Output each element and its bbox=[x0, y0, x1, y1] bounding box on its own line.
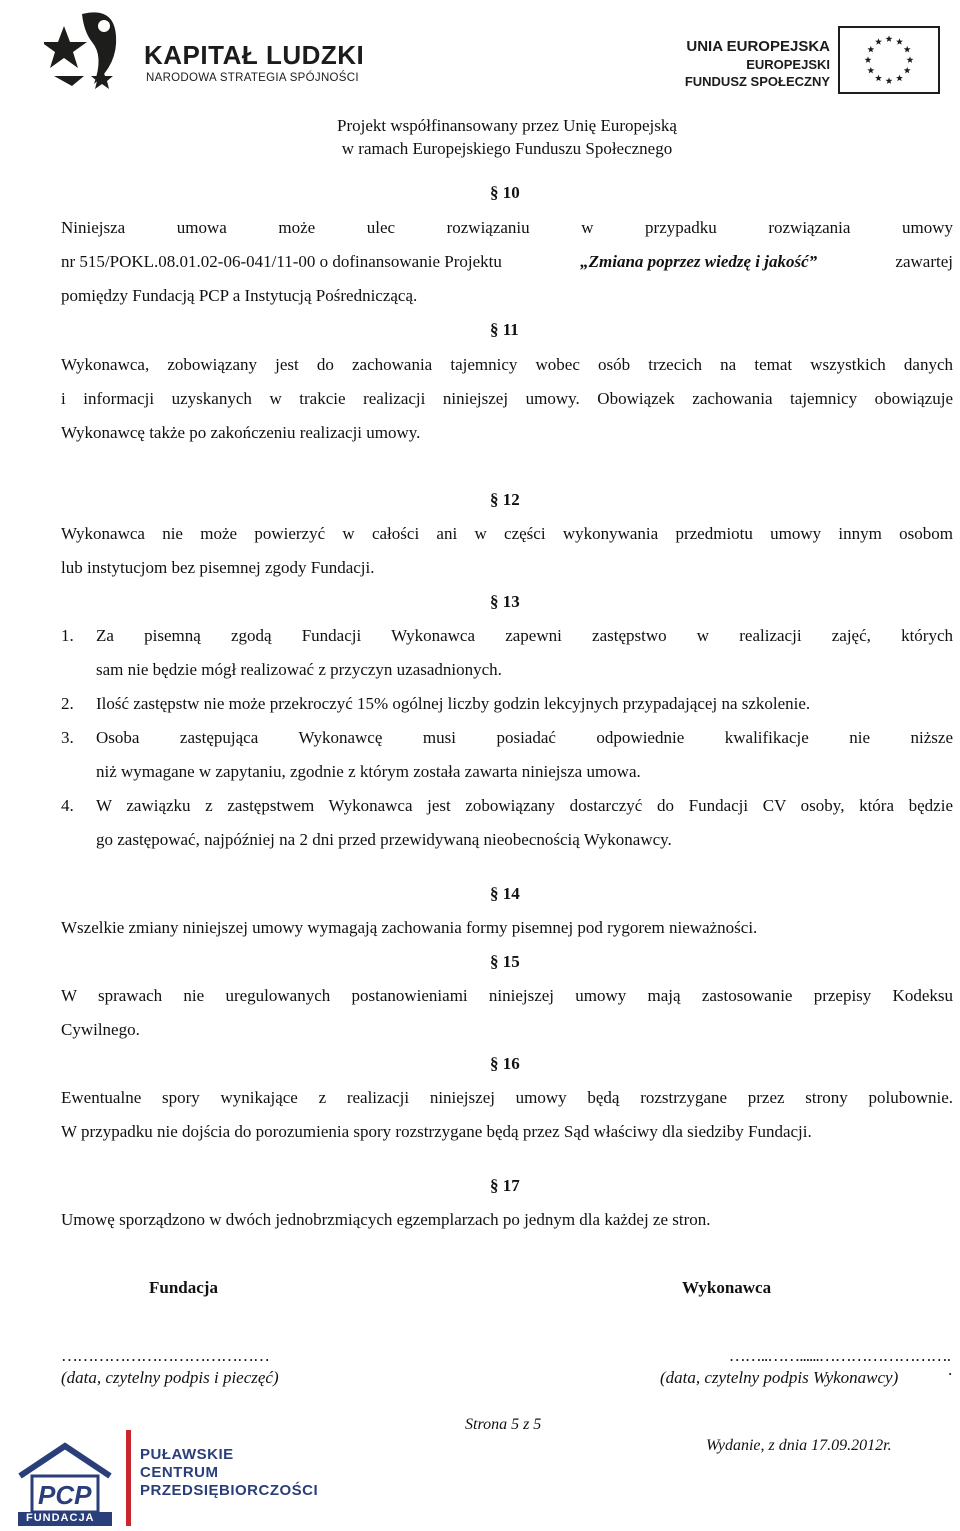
signature-line-right: ……..……......……………………. bbox=[728, 1346, 950, 1365]
pcp-name-line3: PRZEDSIĘBIORCZOŚCI bbox=[140, 1482, 319, 1499]
signature-caption-left: (data, czytelny podpis i pieczęć) bbox=[61, 1368, 279, 1387]
kapital-ludzki-emblem-icon bbox=[44, 6, 134, 96]
section-16-heading: § 16 bbox=[490, 1054, 520, 1073]
section-10-line3: pomiędzy Fundacją PCP a Instytucją Pośredniczącą. bbox=[61, 286, 418, 305]
section-10-line2 bbox=[61, 252, 953, 272]
section-15-line2: Cywilnego. bbox=[61, 1020, 140, 1039]
signature-trailing-dot: . bbox=[948, 1360, 953, 1379]
section-13-heading: § 13 bbox=[490, 592, 520, 611]
pcp-name-line2: CENTRUM bbox=[140, 1464, 219, 1481]
list-item-4-line2: go zastępować, najpóźniej na 2 dni przed przewidywaną nieobecnością Wykonawcy. bbox=[96, 830, 672, 849]
signature-caption-right: (data, czytelny podpis Wykonawcy) bbox=[660, 1368, 899, 1387]
section-11-line2: i informacji uzyskanych w trakcie realizacji niniejszej umowy. Obowiązek zachowania tajemnicy obowiązuje bbox=[61, 389, 953, 408]
section-15-line1: W sprawach nie uregulowanych postanowieniami niniejszej umowy mają zastosowanie przepisy Kodeksu bbox=[61, 986, 953, 1005]
list-item-3-line1: Osoba zastępująca Wykonawcę musi posiadać odpowiednie kwalifikacje nie niższe bbox=[96, 728, 953, 747]
section-16-line2: W przypadku nie dojścia do porozumienia spory rozstrzygane będą przez Sąd właściwy dla siedziby Fundacji. bbox=[61, 1122, 812, 1141]
section-10-line1: Niniejsza umowa może ulec rozwiązaniu w przypadku rozwiązania umowy bbox=[61, 218, 953, 237]
eu-logo bbox=[640, 26, 940, 96]
list-item-4-num: 4. bbox=[61, 796, 74, 815]
list-item-3-num: 3. bbox=[61, 728, 74, 747]
section-11-line3: Wykonawcę także po zakończeniu realizacji umowy. bbox=[61, 423, 421, 442]
kapital-ludzki-title: KAPITAŁ LUDZKI bbox=[144, 40, 365, 70]
list-item-2-line1: Ilość zastępstw nie może przekroczyć 15% ogólnej liczby godzin lekcyjnych przypadającej na szkolenie. bbox=[96, 694, 811, 713]
section-15-heading: § 15 bbox=[490, 952, 520, 971]
eu-line3: FUNDUSZ SPOŁECZNY bbox=[684, 74, 830, 89]
project-name: „Zmiana poprzez wiedzę i jakość” bbox=[580, 252, 818, 271]
pcp-name-line1: PUŁAWSKIE bbox=[140, 1446, 234, 1463]
eu-flag-icon bbox=[838, 26, 940, 94]
section-16-line1: Ewentualne spory wynikające z realizacji niniejszej umowy będą rozstrzygane przez strony polubownie. bbox=[61, 1088, 953, 1107]
list-item-4-line1: W zawiązku z zastępstwem Wykonawca jest zobowiązany dostarczyć do Fundacji CV osoby, która będzie bbox=[96, 796, 953, 815]
pcp-divider bbox=[126, 1430, 131, 1526]
section-12-line2: lub instytucjom bez pisemnej zgody Fundacji. bbox=[61, 558, 375, 577]
list-item-2-num: 2. bbox=[61, 694, 74, 713]
kapital-ludzki-subtitle: NARODOWA STRATEGIA SPÓJNOŚCI bbox=[146, 72, 359, 84]
list-item-3-line2: niż wymagane w zapytaniu, zgodnie z którym została zawarta niniejsza umowa. bbox=[96, 762, 641, 781]
section-10-line2-post: zawartej bbox=[891, 252, 953, 271]
page-number: Strona 5 z 5 bbox=[465, 1416, 542, 1433]
section-10-line2-pre: nr 515/POKL.08.01.02-06-041/11-00 o dofinansowanie Projektu bbox=[61, 252, 507, 271]
signature-label-fundacja: Fundacja bbox=[149, 1278, 218, 1297]
section-12-heading: § 12 bbox=[490, 490, 520, 509]
eu-line2: EUROPEJSKI bbox=[746, 57, 830, 72]
section-14-heading: § 14 bbox=[490, 884, 520, 903]
list-item-1-num: 1. bbox=[61, 626, 74, 645]
section-17-line1: Umowę sporządzono w dwóch jednobrzmiących egzemplarzach po jednym dla każdej ze stron. bbox=[61, 1210, 711, 1229]
signature-line-left: ………………………………… bbox=[61, 1346, 269, 1365]
section-14-line1: Wszelkie zmiany niniejszej umowy wymagają zachowania formy pisemnej pod rygorem nieważności. bbox=[61, 918, 758, 937]
section-11-line1: Wykonawca, zobowiązany jest do zachowania tajemnicy wobec osób trzecich na temat wszystkich danych bbox=[61, 355, 953, 374]
cofinance-line1: Projekt współfinansowany przez Unię Europejską bbox=[337, 116, 677, 135]
pcp-logo-sub: FUNDACJA bbox=[26, 1512, 95, 1524]
kapital-ludzki-logo bbox=[44, 6, 404, 96]
eu-line1: UNIA EUROPEJSKA bbox=[686, 38, 830, 55]
edition-date: Wydanie, z dnia 17.09.2012r. bbox=[706, 1437, 892, 1454]
section-10-heading: § 10 bbox=[490, 183, 520, 202]
cofinance-line2: w ramach Europejskiego Funduszu Społecznego bbox=[341, 139, 673, 158]
list-item-1-line1: Za pisemną zgodą Fundacji Wykonawca zapewni zastępstwo w realizacji zajęć, których bbox=[96, 626, 953, 645]
section-11-heading: § 11 bbox=[490, 320, 519, 339]
list-item-1-line2: sam nie będzie mógł realizować z przyczyn uzasadnionych. bbox=[96, 660, 502, 679]
pcp-logo bbox=[0, 1418, 330, 1531]
section-17-heading: § 17 bbox=[490, 1176, 520, 1195]
pcp-logo-text: PCP bbox=[38, 1480, 92, 1510]
signature-label-wykonawca: Wykonawca bbox=[682, 1278, 772, 1297]
section-12-line1: Wykonawca nie może powierzyć w całości ani w części wykonywania przedmiotu umowy innym osobom bbox=[61, 524, 953, 543]
